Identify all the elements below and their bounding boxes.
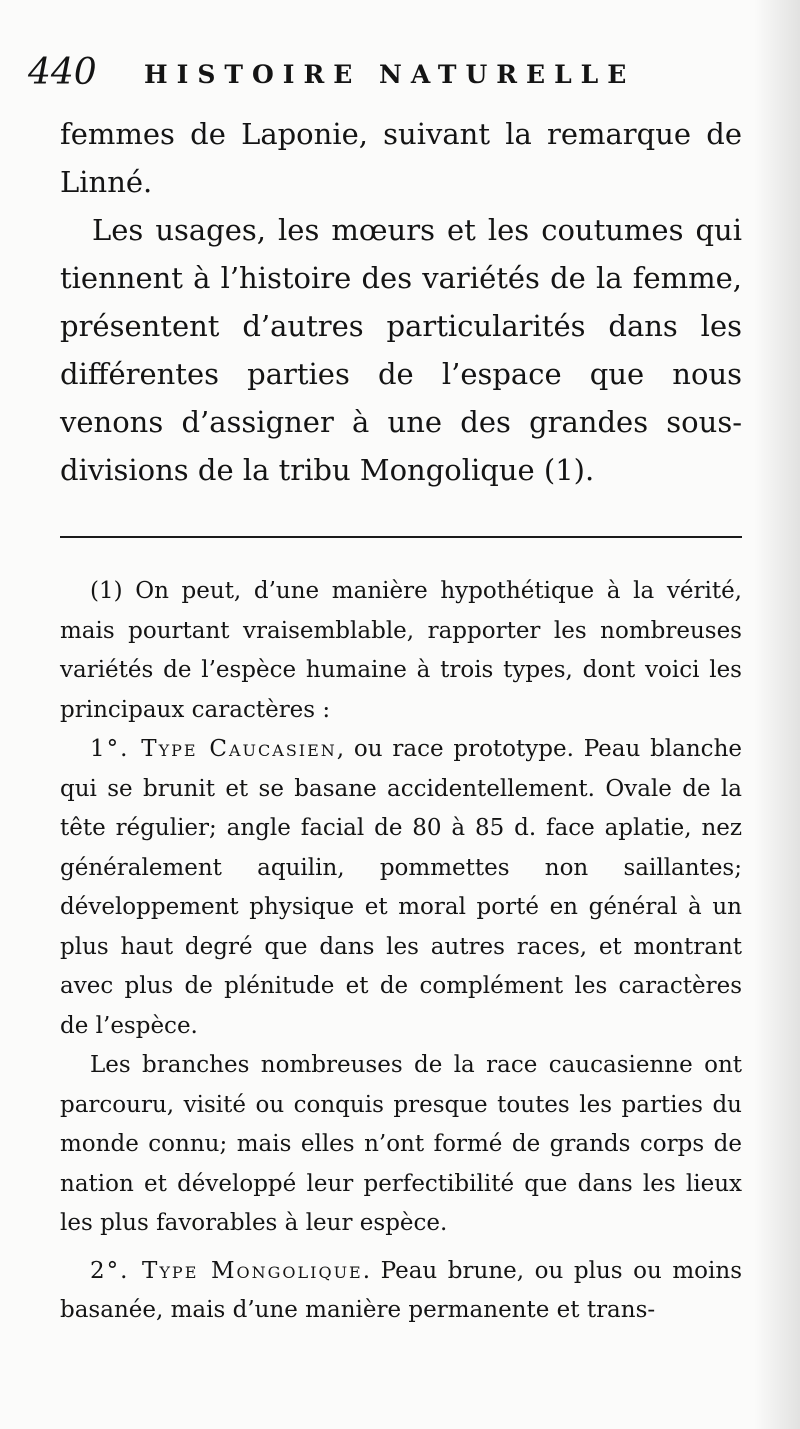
page-header xyxy=(28,52,768,96)
footnote-separator xyxy=(60,536,742,538)
footnote-type-caucasien xyxy=(60,730,742,1046)
type-caucasien-heading: 1°. Type Caucasien xyxy=(90,736,337,762)
footnote-type-mongolique xyxy=(60,1252,742,1331)
running-title: HISTOIRE NATURELLE xyxy=(144,60,636,89)
footnote-branches: Les branches nombreuses de la race caucasienne ont parcouru, visité ou conquis presque toutes les parties du monde connu; mais elles n’ont formé de grands corps de nation et développé leur perfectibilité que dans les lieux les plus favorables à leur espèce. xyxy=(60,1052,742,1236)
footnote xyxy=(60,572,742,1331)
footnote-intro: (1) On peut, d’une manière hypothétique à la vérité, mais pourtant vraisemblable, rapporter les nombreuses variétés de l’espèce humaine à trois types, dont voici les principaux caractères : xyxy=(60,578,742,723)
paragraph-continuation: femmes de Laponie, suivant la remarque de Linné. xyxy=(60,117,742,199)
type-caucasien-text: , ou race prototype. Peau blanche qui se brunit et se basane accidentellement. Ovale de la tête régulier; angle facial de 80 à 85 d. face aplatie, nez généralement aquilin, pommettes non saillantes; développement physique et moral porté en général à un plus haut degré que dans les autres races, et montrant avec plus de plénitude et de complément les caractères de l’espèce. xyxy=(60,736,742,1039)
main-text xyxy=(60,110,742,494)
type-mongolique-heading: 2°. Type Mongolique xyxy=(90,1257,363,1284)
page-number: 440 xyxy=(28,52,97,93)
type-mongolique-text: . Peau brune, ou plus ou moins basanée, mais d’une manière permanente et trans- xyxy=(60,1257,742,1323)
paragraph: Les usages, les mœurs et les coutumes qui tiennent à l’histoire des variétés de la femme, présentent d’autres particularités dans les différentes parties de l’espace que nous venons d’assigner à une des grandes sous-divisions de la tribu Mongolique (1). xyxy=(60,213,742,487)
